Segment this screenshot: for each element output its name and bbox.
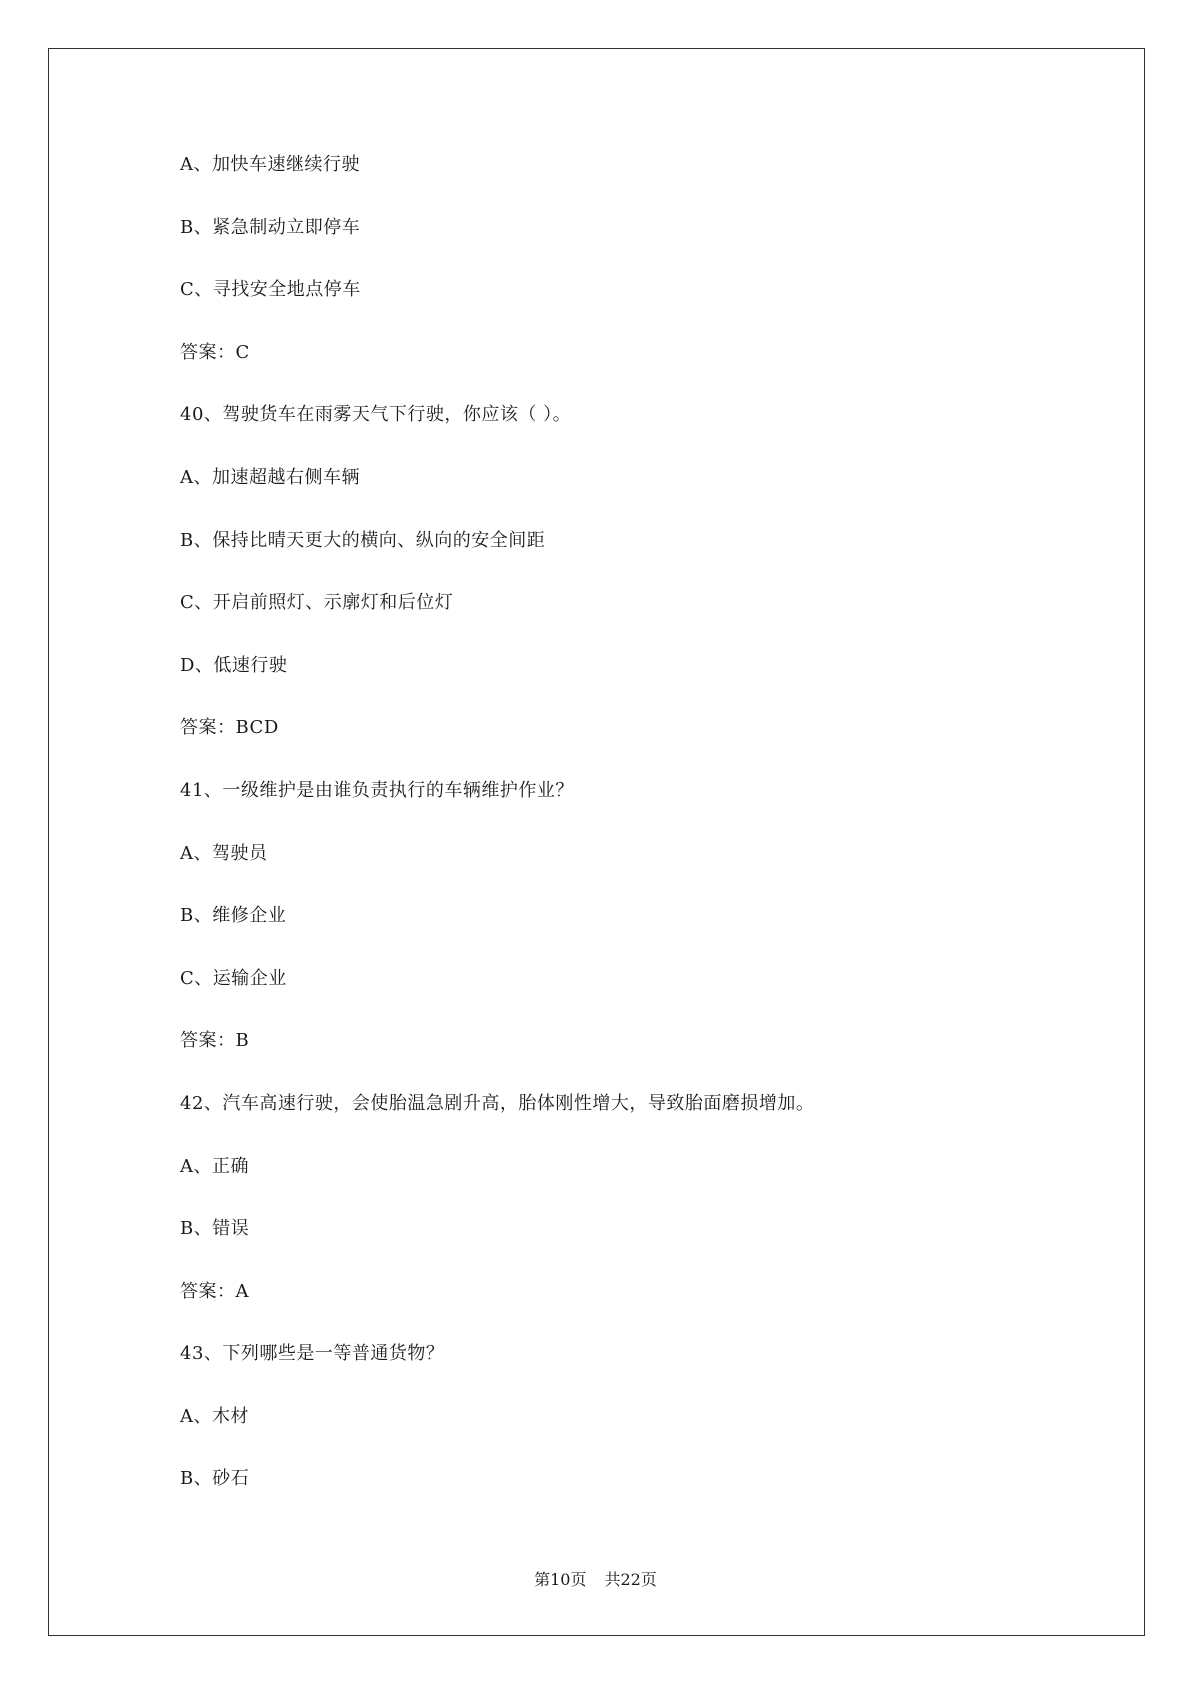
option-line: C、运输企业 [180, 967, 287, 989]
page-number: 第10页 [534, 1570, 587, 1589]
option-line: A、加速超越右侧车辆 [180, 466, 360, 488]
option-line: C、寻找安全地点停车 [180, 279, 361, 301]
option-line: A、驾驶员 [180, 842, 268, 864]
answer-line: 答案：C [180, 341, 250, 363]
page-total: 共22页 [604, 1570, 657, 1589]
question-line: 42、汽车高速行驶，会使胎温急剧升高，胎体刚性增大，导致胎面磨损增加。 [180, 1092, 815, 1114]
option-line: C、开启前照灯、示廓灯和后位灯 [180, 592, 454, 614]
answer-line: 答案：BCD [180, 717, 279, 739]
option-line: A、木材 [180, 1405, 249, 1427]
document-body [180, 152, 1080, 1529]
answer-line: 答案：B [180, 1030, 250, 1052]
option-line: B、砂石 [180, 1468, 250, 1490]
option-line: A、正确 [180, 1155, 249, 1177]
option-line: B、错误 [180, 1218, 250, 1240]
option-line: B、紧急制动立即停车 [180, 216, 361, 238]
page-footer [0, 1570, 1191, 1590]
option-line: A、加快车速继续行驶 [180, 154, 360, 175]
question-line: 40、驾驶货车在雨雾天气下行驶，你应该（ ）。 [180, 404, 572, 426]
option-line: B、保持比晴天更大的横向、纵向的安全间距 [180, 529, 546, 551]
answer-line: 答案：A [180, 1280, 249, 1302]
question-line: 43、下列哪些是一等普通货物？ [180, 1343, 445, 1365]
question-line: 41、一级维护是由谁负责执行的车辆维护作业？ [180, 779, 574, 801]
option-line: B、维修企业 [180, 905, 287, 927]
option-line: D、低速行驶 [180, 654, 288, 676]
